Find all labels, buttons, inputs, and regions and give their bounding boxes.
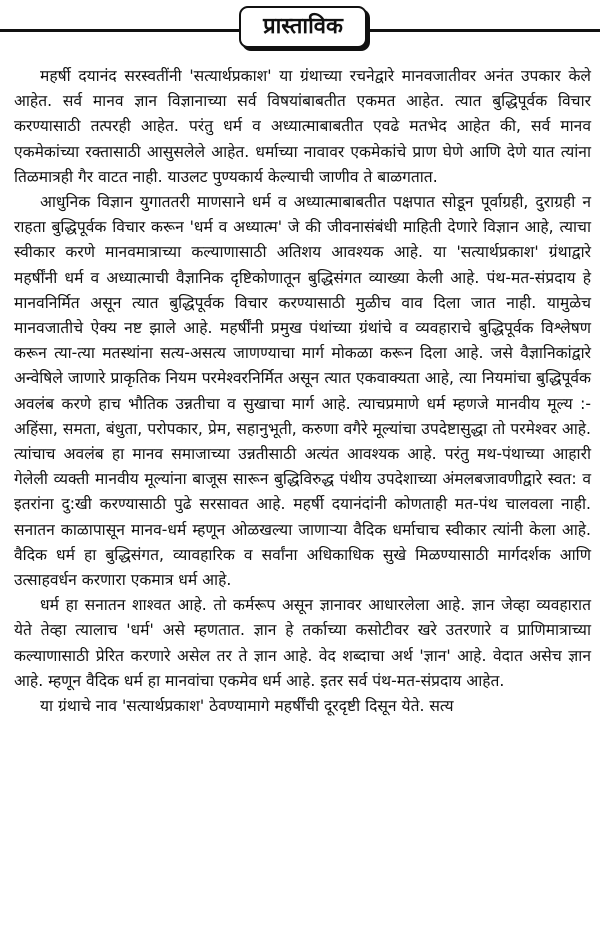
page-title: प्रास्ताविक	[263, 14, 343, 39]
paragraph-2: आधुनिक विज्ञान युगाततरी माणसाने धर्म व अध्यात्माबाबतीत पक्षपात सोडून पूर्वाग्रही, दुराग्रही न राहता बुद्धिपूर्वक विचार करून 'धर्म व अध्यात्म' जे की जीवनासंबंधी माहिती देणारे विज्ञान आहे, त्याचा स्वीकार करणे मानवमात्राच्या कल्याणासाठी अतिशय आवश्यक आहे. या 'सत्यार्थप्रकाश' ग्रंथाद्वारे महर्षींनी धर्म व अध्यात्माची वैज्ञानिक दृष्टिकोणातून बुद्धिसंगत व्याख्या केली आहे. पंथ-मत-संप्रदाय हे मानवनिर्मित असून त्यात बुद्धिपूर्वक विचार करण्यासाठी मुळीच वाव दिला जात नाही. यामुळेच मानवजातीचे ऐक्य नष्ट झाले आहे. महर्षींनी प्रमुख पंथांच्या ग्रंथांचे व व्यवहाराचे बुद्धिपूर्वक विश्लेषण करून त्या-त्या मतस्थांना सत्य-असत्य जाणण्याचा मार्ग मोकळा करून दिला आहे. जसे वैज्ञानिकांद्वारे अन्वेषिले जाणारे प्राकृतिक नियम परमेश्वरनिर्मित असून त्यात एकवाक्यता आहे, त्या नियमांचा बुद्धिपूर्वक अवलंब करणे हाच भौतिक उन्नतीचा व सुखाचा मार्ग आहे. त्याचप्रमाणे धर्म म्हणजे मानवीय मूल्य :- अहिंसा, समता, बंधुता, परोपकार, प्रेम, सहानुभूती, करुणा वगैरे मूल्यांचा उपदेष्टासुद्धा तो परमेश्वर आहे. त्यांचाच अवलंब हा मानव समाजाच्या उन्नतीसाठी अत्यंत आवश्यक आहे. परंतु मथ-पंथाच्या आहारी गेलेली व्यक्ती मानवीय मूल्यांना बाजूस सारून बुद्धिविरुद्ध पंथीय उपदेशाच्या अंमलबजावणीद्वारे स्वत: व इतरांना दु:खी करण्यासाठी पुढे सरसावत आहे. महर्षी दयानंदांनी कोणताही मत-पंथ चालवला नाही. सनातन काळापासून मानव-धर्म म्हणून ओळखल्या जाणाऱ्या वैदिक धर्माचाच स्वीकार त्यांनी केला आहे. वैदिक धर्म हा बुद्धिसंगत, व्यावहारिक व सर्वांना अधिकाधिक सुखे मिळण्यासाठी मार्गदर्शक आणि उत्साहवर्धन करणारा एकमात्र धर्म आहे.	[14, 193, 591, 590]
body-text	[14, 64, 591, 719]
paragraph-4: या ग्रंथाचे नाव 'सत्यार्थप्रकाश' ठेवण्यामागे महर्षींची दूरदृष्टी दिसून येते. सत्य	[40, 697, 454, 716]
title-box	[239, 6, 367, 48]
paragraph-1: महर्षी दयानंद सरस्वतींनी 'सत्यार्थप्रकाश' या ग्रंथाच्या रचनेद्वारे मानवजातीवर अनंत उपकार केले आहेत. सर्व मानव ज्ञान विज्ञानाच्या सर्व विषयांबाबतीत एकमत आहेत. त्यात बुद्धिपूर्वक विचार करण्यासाठी तत्परही आहेत. परंतु धर्म व अध्यात्माबाबतीत एवढे मतभेद आहेत की, सर्व मानव एकमेकांच्या रक्तासाठी आसुसलेले आहेत. धर्माच्या नावावर एकमेकांचे प्राण घेणे आणि देणे यात त्यांना तिळमात्रही गैर वाटत नाही. याउलट पुण्यकार्य केल्याची जाणीव ते बाळगतात.	[14, 67, 591, 186]
paragraph-3: धर्म हा सनातन शाश्वत आहे. तो कर्मरूप असून ज्ञानावर आधारलेला आहे. ज्ञान जेव्हा व्यवहारात येते तेव्हा त्यालाच 'धर्म' असे म्हणतात. ज्ञान हे तर्काच्या कसोटीवर खरे उतरणारे व प्राणिमात्राच्या कल्याणासाठी प्रेरित करणारे असेल तर ते ज्ञान आहे. वेद शब्दाचा अर्थ 'ज्ञान' आहे. वेदात असेच ज्ञान आहे. म्हणून वैदिक धर्म हा मानवांचा एकमेव धर्म आहे. इतर सर्व पंथ-मत-संप्रदाय आहेत.	[14, 596, 591, 690]
